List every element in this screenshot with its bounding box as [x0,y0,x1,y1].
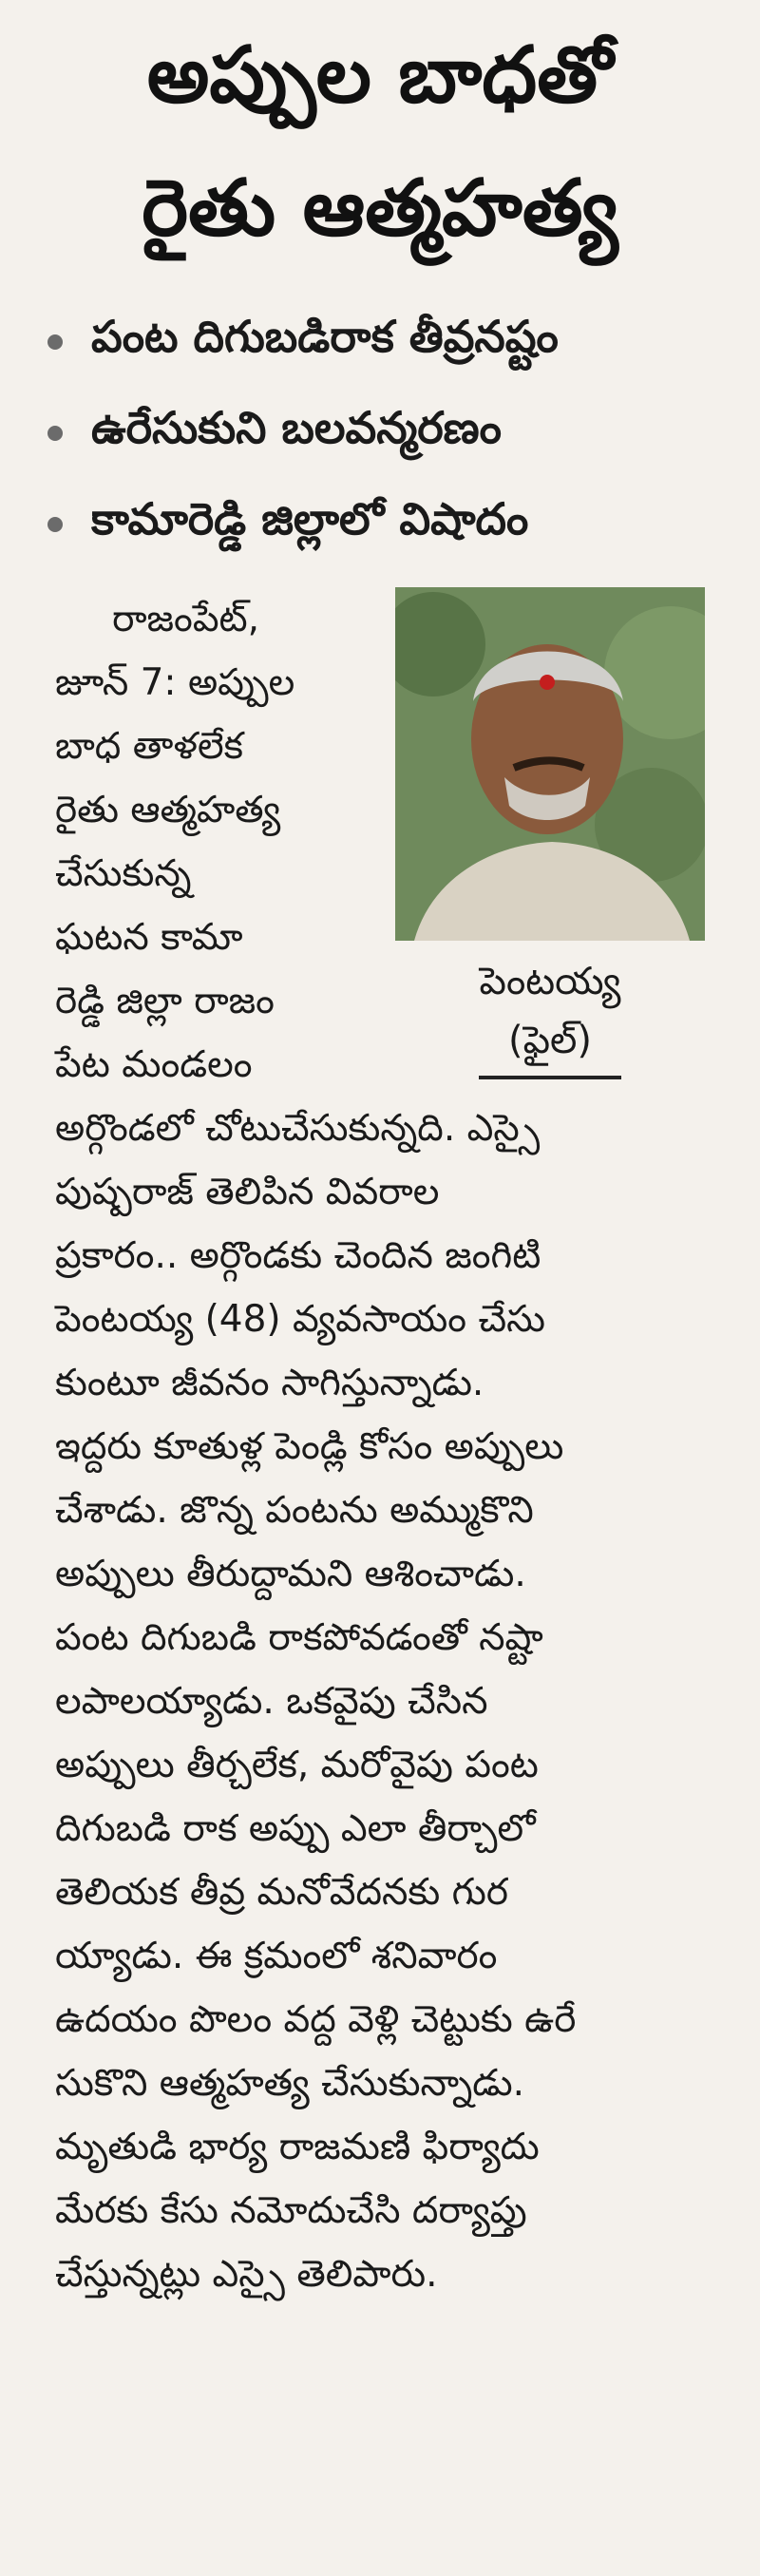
article-line: అప్పులు తీరుద్దామని ఆశించాడు. [55,1553,526,1595]
article-line: రెడ్డి జిల్లా రాజం [55,980,275,1022]
article-line: పంట దిగుబడి రాకపోవడంతో నష్టా [55,1616,543,1659]
article-line: చేస్తున్నట్లు ఎస్సై తెలిపారు. [55,2253,438,2296]
article-line: పుష్పరాజ్ తెలిపిన వివరాల [55,1171,440,1213]
article-full-column [55,1097,711,2306]
caption-underline [479,1076,621,1079]
article-line: బాధ తాళలేక [55,725,243,768]
photo-box [395,587,705,1079]
article-line: రాజంపేట్, [112,598,260,640]
bullet-dot-icon [48,517,63,532]
article-line: లపాలయ్యాడు. ఒకవైపు చేసిన [55,1680,488,1723]
bullet-text: ఉరేసుకుని బలవన్మరణం [91,402,502,453]
article-line: సుకొని ఆత్మహత్య చేసుకున్నాడు. [55,2062,524,2105]
caption-file: (ఫైల్) [507,1019,592,1062]
article-line: ఉదయం పొలం వద్ద వెళ్లి చెట్టుకు ఉరే [55,1998,577,2041]
article-line: ప్రకారం.. అర్గొండకు చెందిన జంగిటి [55,1234,542,1277]
article-line: అప్పులు తీర్చలేక, మరోవైపు పంట [55,1744,539,1786]
article-line: తెలియక తీవ్ర మనోవేదనకు గుర [55,1871,508,1914]
photo-caption [395,952,705,1079]
article-line: చేశాడు. జొన్న పంటను అమ్ముకొని [55,1489,534,1532]
article-line: అర్గొండలో చోటుచేసుకున్నది. ఎస్సై [55,1107,541,1150]
headline-line-2: రైతు ఆత్మహత్య [142,163,618,254]
article-line: మేరకు కేసు నమోదుచేసి దర్యాప్తు [55,2189,527,2232]
bullet-text: కామారెడ్డి జిల్లాలో విషాదం [91,493,529,544]
article-line: మృతుడి భార్య రాజమణి ఫిర్యాదు [55,2126,540,2168]
article-line: ఇద్దరు కూతుళ్ల పెండ్లి కోసం అప్పులు [55,1425,564,1468]
article-line: చేసుకున్న [55,852,192,895]
article-line: య్యాడు. ఈ క్రమంలో శనివారం [55,1935,498,1977]
portrait-icon [395,587,705,941]
bullet-text: పంట దిగుబడిరాక తీవ్రనష్టం [91,311,559,362]
article-line: రైతు ఆత్మహత్య [55,789,281,831]
bullet-item [48,388,760,479]
article-line: దిగుబడి రాక అప్పు ఎలా తీర్చాలో [55,1807,536,1850]
headline-line-1: అప్పుల బాధతో [146,30,614,121]
article-line: పెంటయ్య (48) వ్యవసాయం చేసు [55,1298,545,1341]
article-line: కుంటూ జీవనం సాగిస్తున్నాడు. [55,1362,484,1404]
bullet-dot-icon [48,426,63,441]
article-line: జూన్ 7: అప్పుల [55,661,295,704]
article-line: ఘటన కామా [55,916,243,959]
article-narrow-column [55,587,359,1097]
article-line: పేట మండలం [55,1043,253,1086]
caption-name: పెంటయ్య [479,960,621,1003]
bullet-item [48,479,760,570]
farmer-photo [395,587,705,941]
headline-block [0,0,760,276]
bullet-dot-icon [48,334,63,350]
bullet-item [48,296,760,388]
bullet-list [0,296,760,570]
article-body [0,587,760,2306]
